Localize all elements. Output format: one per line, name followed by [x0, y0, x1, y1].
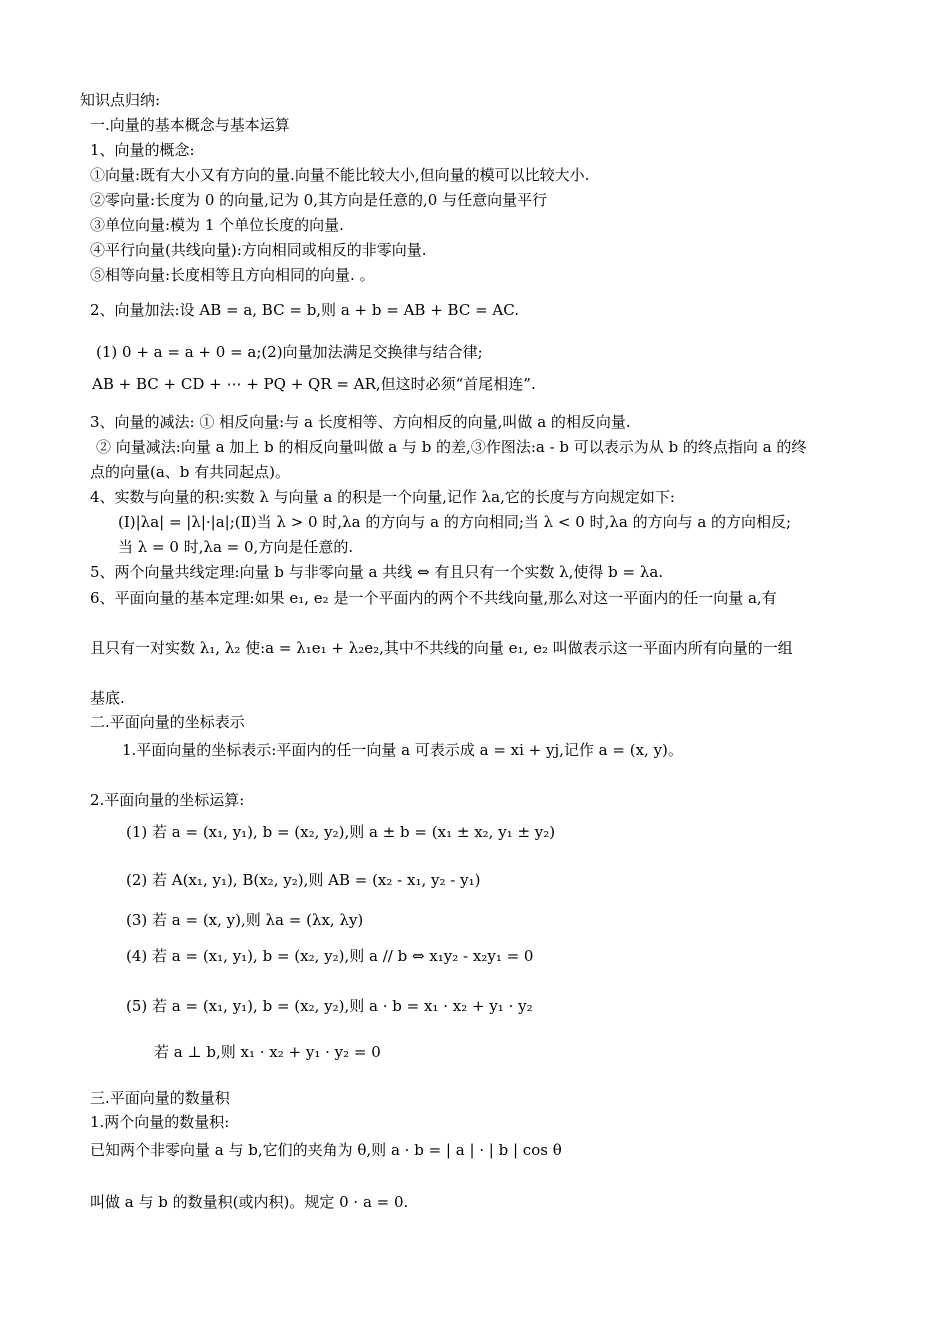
subtraction-rule-cont: 点的向量(a、b 有共同起点)。	[90, 463, 291, 481]
item-vector: ①向量:既有大小又有方向的量.向量不能比较大小,但向量的模可以比较大小.	[90, 166, 590, 184]
operation-5: (5) 若 a = (x₁, y₁), b = (x₂, y₂),则 a · b = x₁ · x₂ + y₁ · y₂	[126, 997, 533, 1015]
operation-2: (2) 若 A(x₁, y₁), B(x₂, y₂),则 AB = (x₂ - x₁, y₂ - y₁)	[126, 871, 481, 889]
basic-theorem-cont: 且只有一对实数 λ₁, λ₂ 使:a = λ₁e₁ + λ₂e₂,其中不共线的向量 e₁, e₂ 叫做表示这一平面内所有向量的一组	[90, 639, 793, 657]
item-equal-vector: ⑤相等向量:长度相等且方向相同的向量. 。	[90, 266, 375, 284]
coordinate-operations: 2.平面向量的坐标运算:	[90, 791, 245, 809]
scalar-rule-2: 当 λ = 0 时,λa = 0,方向是任意的.	[118, 538, 354, 556]
item-zero-vector: ②零向量:长度为 0 的向量,记为 0,其方向是任意的,0 与任意向量平行	[90, 191, 548, 209]
scalar-multiplication: 4、实数与向量的积:实数 λ 与向量 a 的积是一个向量,记作 λa,它的长度与方向规定如下:	[90, 488, 675, 506]
dot-product-definition: 已知两个非零向量 a 与 b,它们的夹角为 θ,则 a · b = | a | · | b | cos θ	[90, 1141, 562, 1159]
head-to-tail-formula: AB + BC + CD + ⋯ + PQ + QR = AR,但这时必须“首尾相连”.	[92, 375, 536, 393]
item-parallel-vector: ④平行向量(共线向量):方向相同或相反的非零向量.	[90, 241, 427, 259]
basic-theorem: 6、平面向量的基本定理:如果 e₁, e₂ 是一个平面内的两个不共线向量,那么对这一平面内的任一向量 a,有	[90, 589, 777, 607]
dot-product-rule: 叫做 a 与 b 的数量积(或内积)。规定 0 · a = 0.	[90, 1193, 409, 1211]
basis: 基底.	[90, 689, 125, 707]
subsection-concept: 1、向量的概念:	[90, 141, 195, 159]
section-2-title: 二.平面向量的坐标表示	[90, 713, 245, 731]
perpendicular-rule: 若 a ⊥ b,则 x₁ · x₂ + y₁ · y₂ = 0	[154, 1043, 381, 1061]
addition-rule: (1) 0 + a = a + 0 = a;(2)向量加法满足交换律与结合律;	[96, 343, 483, 361]
dot-product-heading: 1.两个向量的数量积:	[90, 1113, 230, 1131]
section-1-title: 一.向量的基本概念与基本运算	[90, 116, 290, 134]
collinear-theorem: 5、两个向量共线定理:向量 b 与非零向量 a 共线 ⇔ 有且只有一个实数 λ,使得 b = λa.	[90, 563, 664, 581]
operation-1: (1) 若 a = (x₁, y₁), b = (x₂, y₂),则 a ± b = (x₁ ± x₂, y₁ ± y₂)	[126, 823, 556, 841]
vector-subtraction: 3、向量的减法: ① 相反向量:与 a 长度相等、方向相反的向量,叫做 a 的相反向量.	[90, 413, 631, 431]
vector-addition: 2、向量加法:设 AB = a, BC = b,则 a + b = AB + BC = AC.	[90, 301, 519, 319]
coordinate-representation: 1.平面向量的坐标表示:平面内的任一向量 a 可表示成 a = xi + yj,记作 a = (x, y)。	[122, 741, 683, 759]
section-3-title: 三.平面向量的数量积	[90, 1089, 230, 1107]
operation-4: (4) 若 a = (x₁, y₁), b = (x₂, y₂),则 a // b ⇔ x₁y₂ - x₂y₁ = 0	[126, 947, 534, 965]
operation-3: (3) 若 a = (x, y),则 λa = (λx, λy)	[126, 911, 364, 929]
subtraction-rule: ② 向量减法:向量 a 加上 b 的相反向量叫做 a 与 b 的差,③作图法:a - b 可以表示为从 b 的终点指向 a 的终	[96, 438, 807, 456]
item-unit-vector: ③单位向量:模为 1 个单位长度的向量.	[90, 216, 344, 234]
scalar-rule-1: (Ⅰ)|λa| = |λ|·|a|;(Ⅱ)当 λ > 0 时,λa 的方向与 a 的方向相同;当 λ < 0 时,λa 的方向与 a 的方向相反;	[118, 513, 792, 531]
heading-summary: 知识点归纳:	[80, 91, 161, 109]
